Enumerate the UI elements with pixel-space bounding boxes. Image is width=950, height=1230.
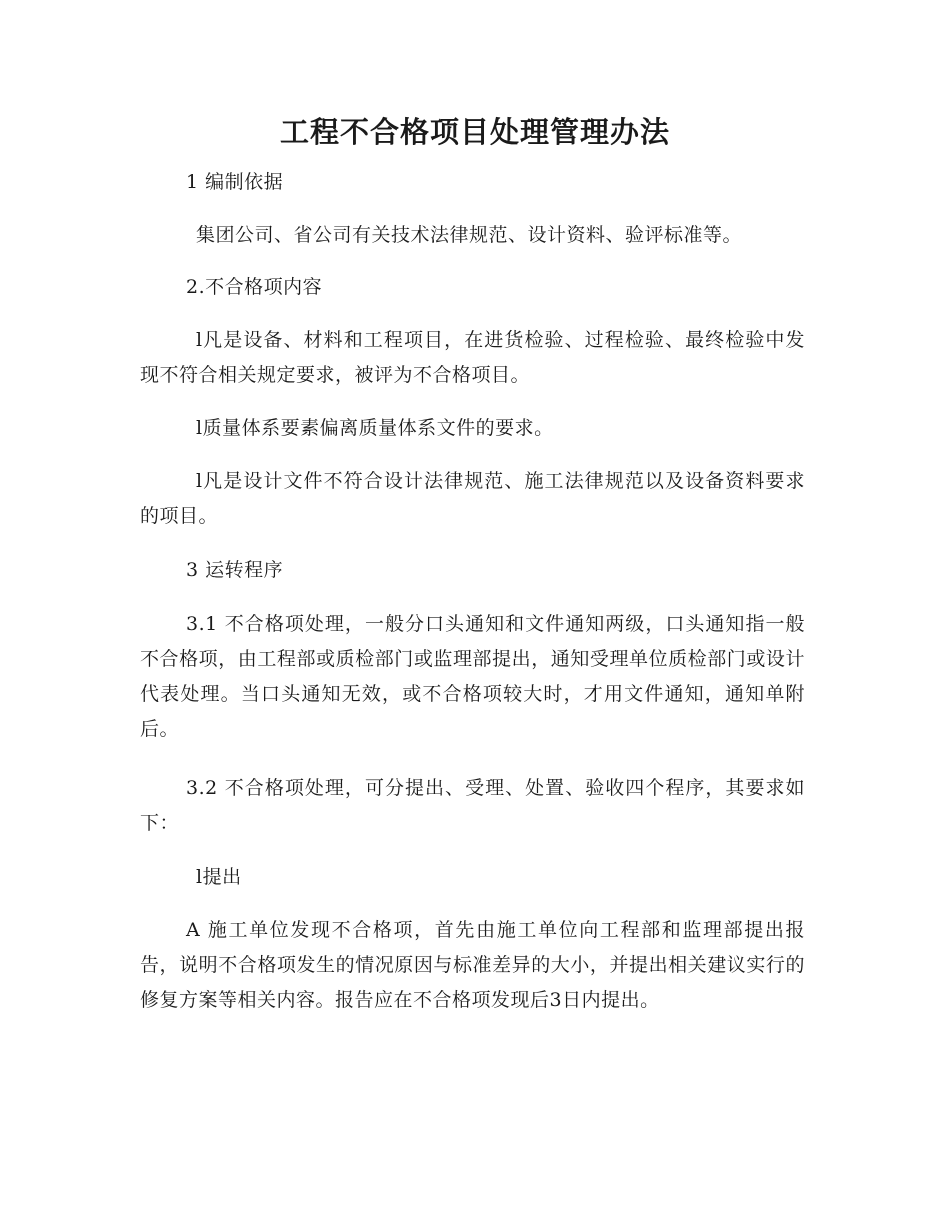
paragraph-item-submit: l提出 bbox=[196, 866, 242, 888]
paragraph-a: A 施工单位发现不合格项，首先由施工单位向工程部和监理部提出报告，说明不合格项发生的情况原因与标准差异的大小，并提出相关建议实行的修复方案等相关内容。报告应在不合格项发现后3日内提出。 bbox=[140, 919, 805, 1011]
paragraph-item-quality-system: l质量体系要素偏离质量体系文件的要求。 bbox=[196, 417, 554, 439]
paragraph-3-2: 3.2 不合格项处理，可分提出、受理、处置、验收四个程序，其要求如下： bbox=[140, 777, 805, 834]
paragraph-3-1: 3.1 不合格项处理，一般分口头通知和文件通知两级，口头通知指一般不合格项，由工程部或质检部门或监理部提出，通知受理单位质检部门或设计代表处理。当口头通知无效，或不合格项较大时，才用文件通知，通知单附后。 bbox=[140, 613, 805, 740]
paragraph-item-design: l凡是设计文件不符合设计法律规范、施工法律规范以及设备资料要求的项目。 bbox=[140, 470, 805, 527]
paragraph-basis: 集团公司、省公司有关技术法律规范、设计资料、验评标准等。 bbox=[196, 224, 743, 246]
paragraph-item-equipment: l凡是设备、材料和工程项目，在进货检验、过程检验、最终检验中发现不符合相关规定要求，被评为不合格项目。 bbox=[140, 329, 805, 386]
document-title: 工程不合格项目处理管理办法 bbox=[279, 115, 670, 149]
section-heading-procedure: 3 运转程序 bbox=[186, 559, 284, 581]
section-heading-nonconformance: 2.不合格项内容 bbox=[186, 276, 323, 298]
section-heading-basis: 1 编制依据 bbox=[186, 171, 284, 193]
